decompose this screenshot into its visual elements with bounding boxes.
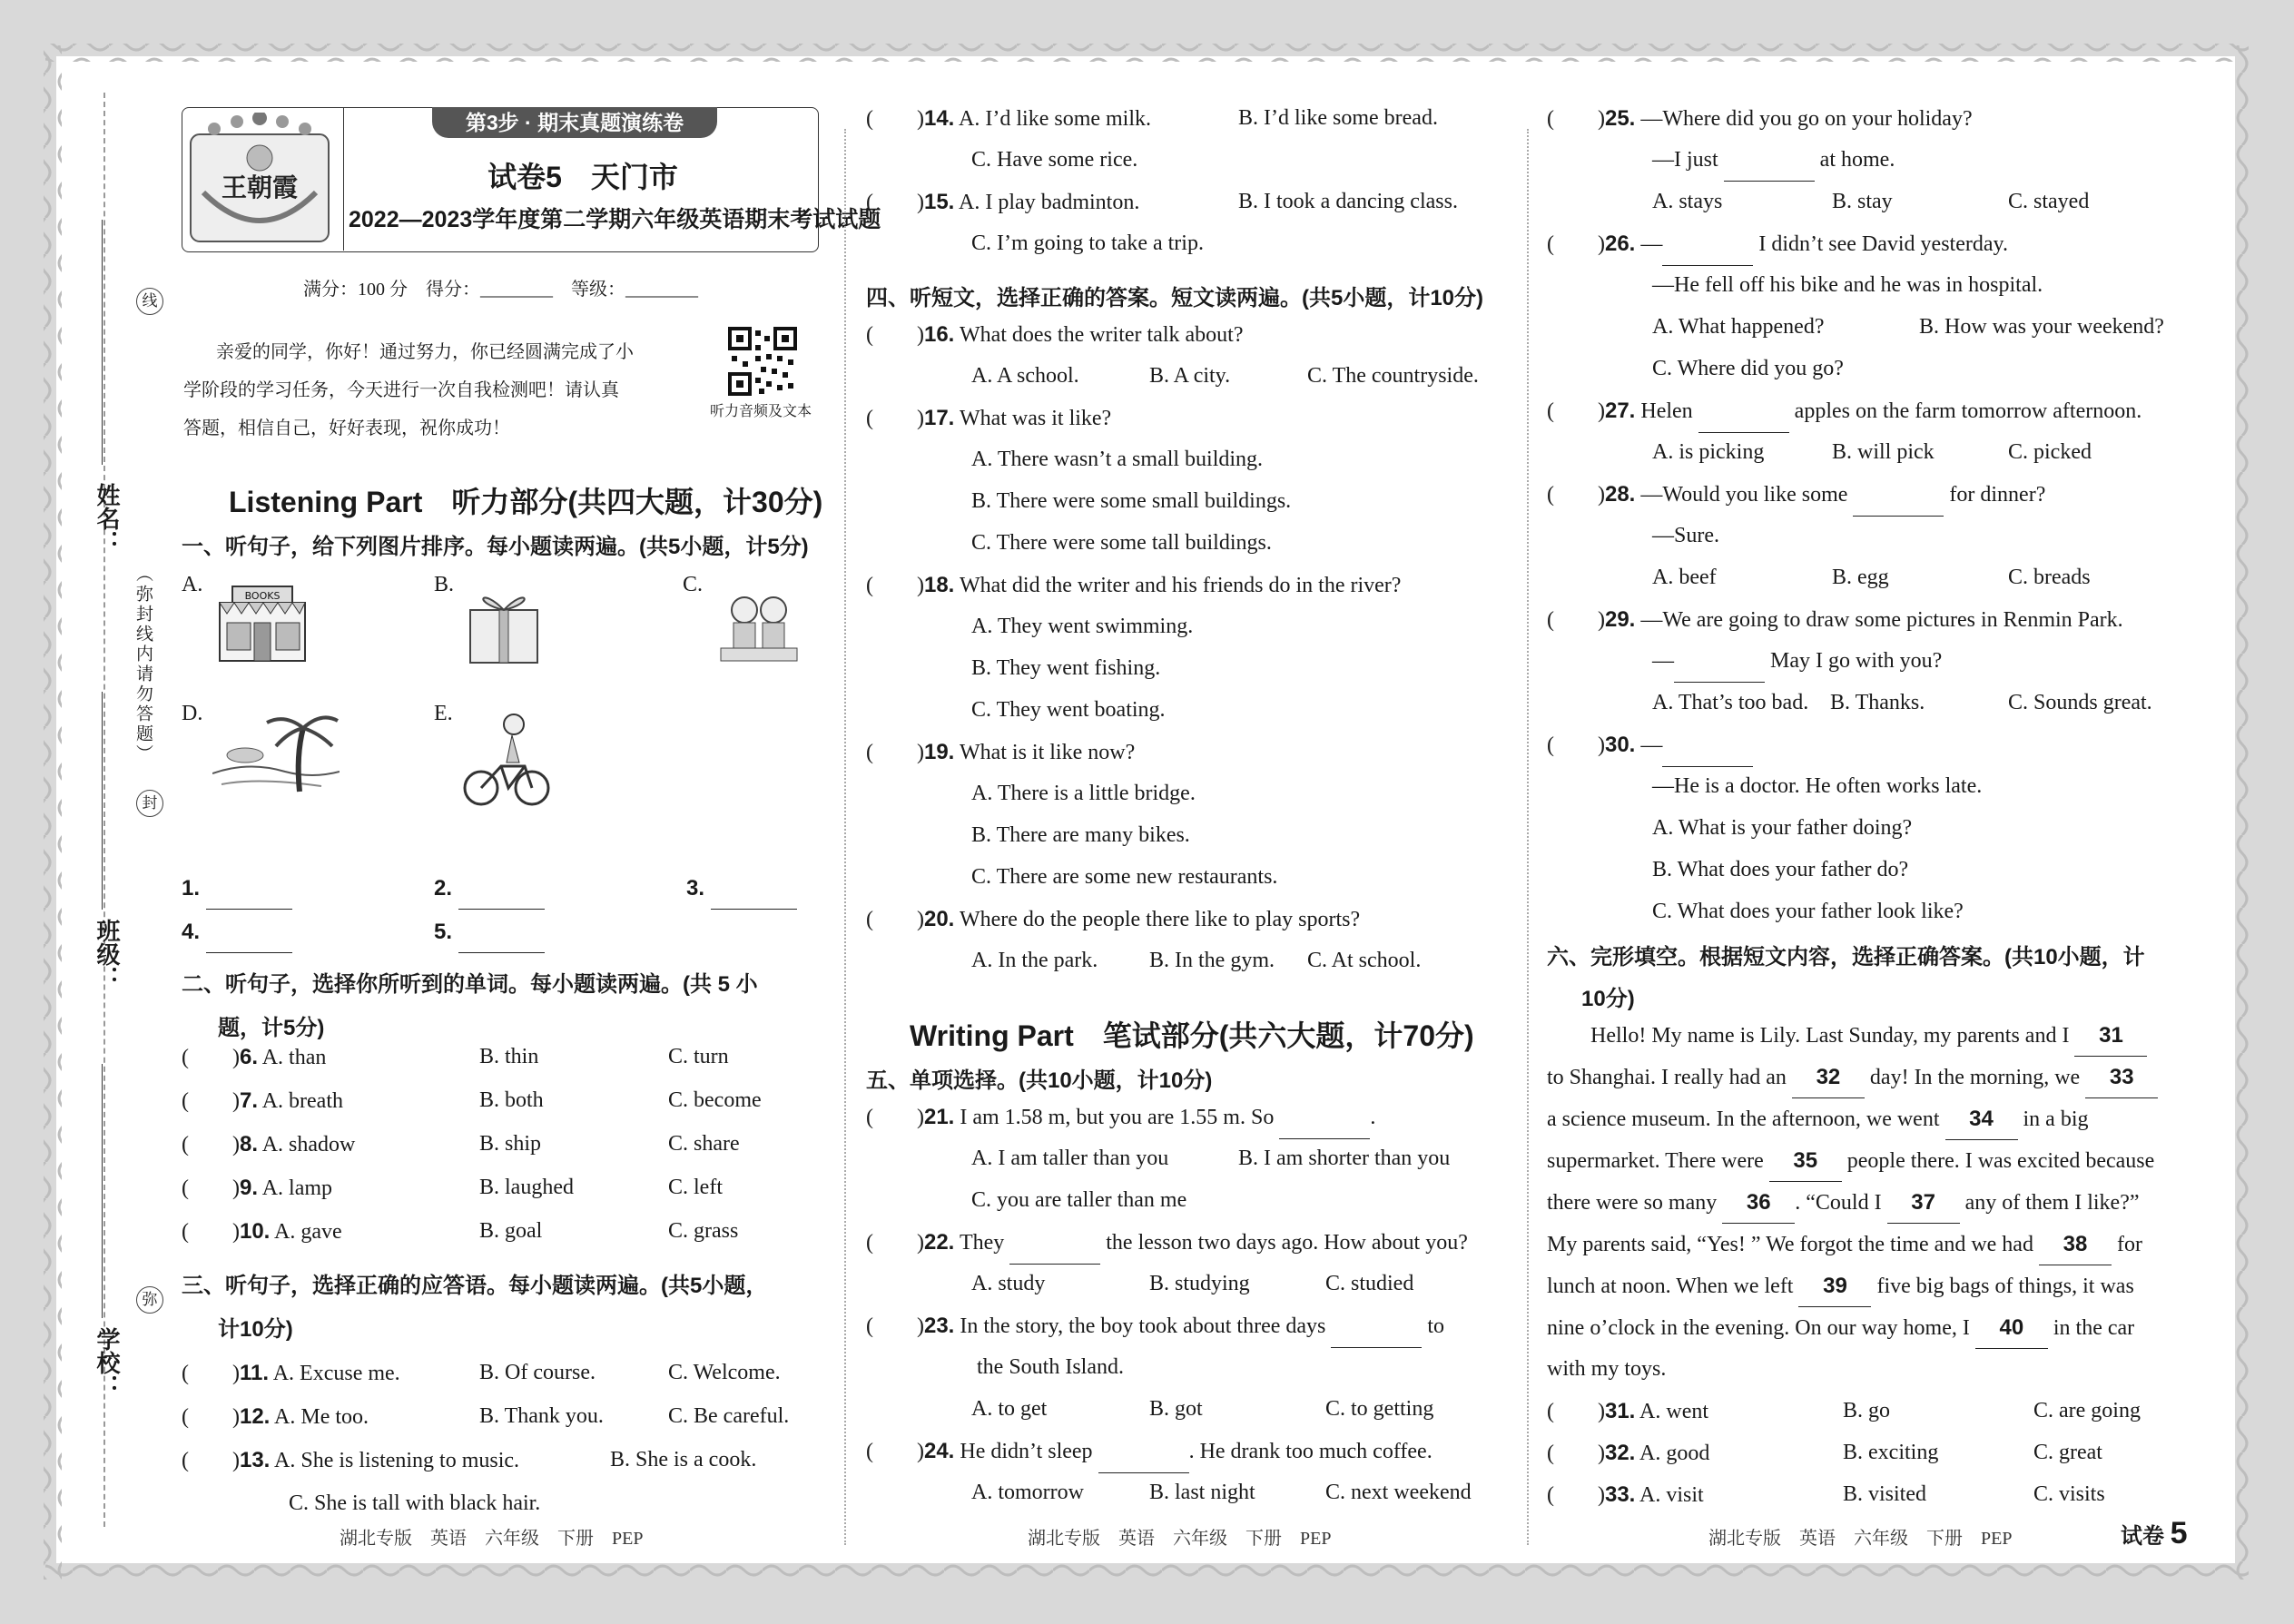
q27-bracket[interactable]: ( ) — [1547, 399, 1605, 423]
q19-q: What is it like now? — [959, 741, 1136, 764]
step-banner: 第3步 · 期末真题演练卷 — [432, 107, 717, 138]
q7-num: 7. — [239, 1088, 258, 1113]
q20-q: Where do the people there like to play sports? — [959, 908, 1361, 931]
q24-bracket[interactable]: ( ) — [866, 1440, 924, 1463]
q18-num: 18. — [923, 573, 955, 597]
q8-num: 8. — [239, 1132, 258, 1156]
writing-title: Writing Part 笔试部分(共六大题，计70分) — [910, 1019, 1474, 1052]
q28-a: A. beef — [1652, 566, 1717, 589]
q17-num: 17. — [923, 406, 955, 430]
q30-c: C. What does your father look like? — [1652, 900, 1964, 923]
q16-a: A. A school. — [971, 364, 1079, 388]
pic-c-letter: C. — [683, 573, 704, 596]
q24-c: C. next weekend — [1325, 1481, 1472, 1504]
q27-post: apples on the farm tomorrow afternoon. — [1794, 399, 2142, 423]
blank-33[interactable]: 33 — [2085, 1057, 2158, 1098]
q25-b: B. stay — [1832, 190, 1893, 213]
q23-line2: the South Island. — [977, 1355, 1124, 1379]
q29-c: C. Sounds great. — [2008, 691, 2152, 714]
q15-num: 15. — [923, 190, 955, 214]
q28-pre: —Would you like some — [1640, 483, 1848, 507]
q18-b: B. They went fishing. — [971, 656, 1161, 680]
q9-bracket[interactable]: ( ) — [182, 1176, 240, 1200]
exam-sheet — [56, 56, 2235, 1563]
q16-bracket[interactable]: ( ) — [866, 323, 924, 347]
girl-bike-icon — [461, 712, 552, 810]
q19-row — [866, 732, 1135, 773]
q22-blank[interactable] — [1009, 1223, 1100, 1265]
q7-c: C. become — [668, 1088, 762, 1112]
q14-bracket[interactable]: ( ) — [866, 107, 924, 131]
answer-1-num: 1. — [182, 876, 201, 901]
q13-c: C. She is tall with black hair. — [289, 1491, 541, 1515]
q30-pre: — — [1640, 733, 1663, 757]
q19-a: A. There is a little bridge. — [971, 782, 1196, 805]
blank-31[interactable]: 31 — [2074, 1015, 2147, 1057]
q31-b: B. go — [1843, 1399, 1891, 1422]
greeting-line-3: 答题，相信自己，好好表现，祝你成功！ — [183, 418, 510, 438]
q24-num: 24. — [923, 1439, 955, 1463]
q26-c: C. Where did you go? — [1652, 357, 1844, 380]
q25-post: at home. — [1819, 148, 1895, 172]
q21-b: B. I am shorter than you — [1238, 1147, 1451, 1170]
q27-c: C. picked — [2008, 440, 2092, 464]
q8-c: C. share — [668, 1132, 740, 1156]
section2-title-1: 二、听句子，选择你所听到的单词。每小题读两遍。(共 5 小 — [182, 972, 758, 997]
q17-bracket[interactable]: ( ) — [866, 407, 924, 430]
q28-b: B. egg — [1832, 566, 1889, 589]
q18-q: What did the writer and his friends do in the river? — [959, 574, 1402, 597]
q14-num: 14. — [923, 106, 955, 131]
q29-num: 29. — [1604, 607, 1636, 632]
passage-line-7: lunch at noon. When we left 39 five big bags of things, it was — [1547, 1265, 2134, 1307]
q19-b: B. There are many bikes. — [971, 823, 1190, 847]
q15-a: A. I play badminton. — [959, 191, 1140, 214]
q23-blank[interactable] — [1331, 1306, 1422, 1348]
q11-row — [182, 1353, 400, 1394]
column-divider-2 — [1527, 129, 1529, 1545]
q10-a: A. gave — [274, 1220, 342, 1244]
greeting-line-1: 亲爱的同学，你好！通过努力，你已经圆满完成了小 — [216, 342, 634, 362]
q28-row — [1547, 474, 2045, 517]
passage-line-6: My parents said, “Yes! ” We forgot the time and we had 38 for — [1547, 1224, 2142, 1265]
q33-row — [1547, 1474, 1704, 1516]
q28-post: for dinner? — [1949, 483, 2046, 507]
q32-row — [1547, 1432, 1709, 1474]
q24-row — [866, 1431, 1433, 1473]
passage-line-4: supermarket. There were 35 people there. I was excited because — [1547, 1140, 2154, 1182]
q23-pre: In the story, the boy took about three days — [960, 1314, 1326, 1338]
q27-b: B. will pick — [1832, 440, 1935, 464]
answer-4-blank[interactable] — [206, 911, 292, 953]
greeting-line-2: 学阶段的学习任务，今天进行一次自我检测吧！请认真 — [183, 380, 619, 400]
q28-line2: —Sure. — [1652, 524, 1719, 547]
q6-b: B. thin — [479, 1045, 539, 1068]
q19-num: 19. — [923, 740, 955, 764]
q17-q: What was it like? — [959, 407, 1112, 430]
q22-num: 22. — [923, 1230, 955, 1255]
pic-a-letter: A. — [182, 573, 203, 596]
q27-pre: Helen — [1640, 399, 1693, 423]
q30-b: B. What does your father do? — [1652, 858, 1909, 881]
q11-a: A. Excuse me. — [272, 1362, 400, 1385]
q16-num: 16. — [923, 322, 955, 347]
q10-bracket[interactable]: ( ) — [182, 1220, 240, 1244]
q6-bracket[interactable]: ( ) — [182, 1046, 240, 1069]
q19-c: C. There are some new restaurants. — [971, 865, 1278, 889]
q25-num: 25. — [1604, 106, 1636, 131]
q23-bracket[interactable]: ( ) — [866, 1314, 924, 1338]
class-label: 班级： — [94, 919, 121, 989]
q29-row — [1547, 599, 2123, 641]
q25-q: —Where did you go on your holiday? — [1640, 107, 1973, 131]
q29-a: A. That’s too bad. — [1652, 691, 1809, 714]
q32-b: B. exciting — [1843, 1441, 1939, 1464]
q28-bracket[interactable]: ( ) — [1547, 483, 1605, 507]
q27-num: 27. — [1604, 399, 1636, 423]
footer-mid: 湖北专版 英语 六年级 下册 PEP — [1028, 1529, 1332, 1549]
footer-left: 湖北专版 英语 六年级 下册 PEP — [340, 1529, 644, 1549]
blank-40[interactable]: 40 — [1975, 1307, 2048, 1349]
q21-blank[interactable] — [1279, 1097, 1370, 1139]
q8-a: A. shadow — [261, 1133, 356, 1156]
q12-row — [182, 1396, 369, 1438]
q19-bracket[interactable]: ( ) — [866, 741, 924, 764]
q26-pre: — — [1640, 232, 1663, 256]
q26-bracket[interactable]: ( ) — [1547, 232, 1605, 256]
q24-b: B. last night — [1149, 1481, 1255, 1504]
answer-5-num: 5. — [434, 920, 453, 944]
q6-row — [182, 1037, 326, 1078]
passage-line-9: with my toys. — [1547, 1357, 1667, 1381]
q32-a: A. good — [1639, 1442, 1710, 1465]
greeting — [183, 333, 634, 448]
q6-num: 6. — [239, 1045, 258, 1069]
answer-4 — [182, 911, 292, 953]
school-field-line[interactable] — [102, 1064, 103, 1318]
q23-post: to — [1427, 1314, 1445, 1338]
blank-34[interactable]: 34 — [1945, 1098, 2018, 1140]
answer-2-blank[interactable] — [458, 868, 545, 910]
seal-xian: 线 — [136, 288, 163, 315]
name-field-line[interactable] — [102, 220, 103, 465]
q7-b: B. both — [479, 1088, 544, 1112]
q29-line2 — [1652, 641, 1942, 683]
q22-a: A. study — [971, 1272, 1046, 1295]
blank-38[interactable]: 38 — [2039, 1224, 2112, 1265]
score-line: 满分：100 分 得分：________ 等级：________ — [303, 280, 698, 300]
q28-num: 28. — [1604, 482, 1636, 507]
section2-title-2: 题，计5分) — [218, 1016, 325, 1040]
q30-blank[interactable] — [1662, 725, 1753, 767]
q16-b: B. A city. — [1149, 364, 1231, 388]
q12-b: B. Thank you. — [479, 1404, 604, 1428]
q21-c: C. you are taller than me — [971, 1188, 1187, 1212]
q10-num: 10. — [239, 1219, 271, 1244]
pic-d-letter: D. — [182, 702, 203, 725]
answer-3-blank[interactable] — [711, 868, 797, 910]
q13-row — [182, 1440, 519, 1481]
q15-b: B. I took a dancing class. — [1238, 190, 1458, 213]
q28-c: C. breads — [2008, 566, 2091, 589]
q10-row — [182, 1211, 342, 1253]
q24-blank[interactable] — [1098, 1432, 1189, 1473]
q33-bracket[interactable]: ( ) — [1547, 1483, 1605, 1507]
q6-a: A. than — [261, 1046, 327, 1069]
q21-pre: I am 1.58 m, but you are 1.55 m. So — [960, 1106, 1275, 1129]
passage-line-5: there were so many 36 . “Could I 37 any of them I like?” — [1547, 1182, 2140, 1224]
pic-b-letter: B. — [434, 573, 455, 596]
q18-row — [866, 565, 1401, 606]
blank-35[interactable]: 35 — [1769, 1140, 1842, 1182]
beach-palm-icon — [212, 710, 340, 797]
logo-text: 王朝霞 — [221, 172, 299, 202]
q25-row — [1547, 98, 1973, 140]
section4-title: 四、听短文，选择正确的答案。短文读两遍。(共5小题，计10分) — [866, 286, 1484, 310]
q29-pre: — — [1652, 649, 1674, 673]
q32-bracket[interactable]: ( ) — [1547, 1442, 1605, 1465]
paper-subtitle: 2022—2023学年度第二学期六年级英语期末考试试题 — [349, 207, 881, 232]
q23-row — [866, 1305, 1444, 1348]
q20-row — [866, 899, 1360, 940]
q15-c: C. I’m going to take a trip. — [971, 231, 1204, 255]
qr-code-icon — [728, 327, 797, 396]
q24-pre: He didn’t sleep — [960, 1440, 1093, 1463]
q9-a: A. lamp — [261, 1176, 333, 1200]
section6-title-2: 10分) — [1581, 987, 1635, 1011]
q11-c: C. Welcome. — [668, 1361, 781, 1384]
q22-bracket[interactable]: ( ) — [866, 1231, 924, 1255]
q28-blank[interactable] — [1853, 475, 1944, 517]
q14-c: C. Have some rice. — [971, 148, 1138, 172]
q31-c: C. are going — [2033, 1399, 2141, 1422]
q23-b: B. got — [1149, 1397, 1203, 1421]
q24-a: A. tomorrow — [971, 1481, 1084, 1504]
seal-feng: 封 — [136, 790, 163, 817]
q14-a: A. I’d like some milk. — [959, 107, 1152, 131]
q25-bracket[interactable]: ( ) — [1547, 107, 1605, 131]
q8-row — [182, 1124, 355, 1166]
page-num: 5 — [2170, 1516, 2188, 1550]
q11-num: 11. — [239, 1361, 270, 1385]
q15-bracket[interactable]: ( ) — [866, 191, 924, 214]
section5-title: 五、单项选择。(共10小题，计10分) — [866, 1068, 1213, 1093]
section3-title-1: 三、听句子，选择正确的应答语。每小题读两遍。(共5小题， — [182, 1274, 768, 1298]
q22-row — [866, 1222, 1468, 1265]
q14-b: B. I’d like some bread. — [1238, 106, 1438, 130]
q31-bracket[interactable]: ( ) — [1547, 1400, 1605, 1423]
q10-b: B. goal — [479, 1219, 543, 1243]
q11-b: B. Of course. — [479, 1361, 596, 1384]
q30-line2: —He is a doctor. He often works late. — [1652, 774, 1983, 798]
school-label: 学校： — [94, 1327, 121, 1398]
q17-b: B. There were some small buildings. — [971, 489, 1292, 513]
q15-row — [866, 182, 1139, 223]
q17-row — [866, 398, 1111, 439]
blank-32[interactable]: 32 — [1792, 1057, 1865, 1098]
answer-3 — [686, 868, 797, 910]
q26-row — [1547, 223, 2008, 266]
q26-line2: —He fell off his bike and he was in hospital. — [1652, 273, 2043, 297]
q10-c: C. grass — [668, 1219, 739, 1243]
blank-36[interactable]: 36 — [1722, 1182, 1795, 1224]
binding-note: （弥封线内请勿答题） — [133, 565, 153, 764]
q16-c: C. The countryside. — [1307, 364, 1479, 388]
answer-2-num: 2. — [434, 876, 453, 901]
gift-icon — [463, 586, 545, 666]
q13-num: 13. — [239, 1448, 271, 1472]
q6-c: C. turn — [668, 1045, 729, 1068]
q9-num: 9. — [239, 1176, 258, 1200]
q29-post: May I go with you? — [1770, 649, 1943, 673]
answer-1-blank[interactable] — [206, 868, 292, 910]
listening-title: Listening Part 听力部分(共四大题，计30分) — [229, 486, 823, 518]
q18-c: C. They went boating. — [971, 698, 1166, 722]
q25-a: A. stays — [1652, 190, 1723, 213]
q18-bracket[interactable]: ( ) — [866, 574, 924, 597]
answer-3-num: 3. — [686, 876, 705, 901]
q20-bracket[interactable]: ( ) — [866, 908, 924, 931]
q12-c: C. Be careful. — [668, 1404, 790, 1428]
q31-a: A. went — [1639, 1400, 1709, 1423]
answer-5-blank[interactable] — [458, 911, 545, 953]
answer-5 — [434, 911, 545, 953]
q29-blank[interactable] — [1674, 641, 1765, 683]
footer-right: 湖北专版 英语 六年级 下册 PEP — [1708, 1529, 2013, 1549]
q25-line2 — [1652, 140, 1895, 182]
q29-bracket[interactable]: ( ) — [1547, 608, 1605, 632]
binding-line — [103, 93, 105, 1527]
q12-a: A. Me too. — [274, 1405, 369, 1429]
q32-c: C. great — [2033, 1441, 2102, 1464]
q16-q: What does the writer talk about? — [959, 323, 1244, 347]
q9-c: C. left — [668, 1176, 723, 1199]
q22-b: B. studying — [1149, 1272, 1250, 1295]
bookstore-icon — [212, 583, 312, 664]
bookstore-sign: BOOKS — [244, 590, 281, 602]
q22-post: the lesson two days ago. How about you? — [1106, 1231, 1468, 1255]
section3-title-2: 计10分) — [218, 1317, 293, 1342]
q13-a: A. She is listening to music. — [274, 1449, 520, 1472]
q29-b: B. Thanks. — [1830, 691, 1925, 714]
q7-row — [182, 1080, 343, 1122]
q8-b: B. ship — [479, 1132, 542, 1156]
q7-a: A. breath — [261, 1089, 343, 1113]
q21-bracket[interactable]: ( ) — [866, 1106, 924, 1129]
q22-c: C. studied — [1325, 1272, 1414, 1295]
q17-a: A. There wasn’t a small building. — [971, 448, 1264, 471]
q20-num: 20. — [923, 907, 955, 931]
q27-row — [1547, 390, 2141, 433]
q30-num: 30. — [1604, 733, 1636, 757]
q29-q: —We are going to draw some pictures in Renmin Park. — [1640, 608, 2123, 632]
q26-post: I didn’t see David yesterday. — [1758, 232, 2008, 256]
seal-mi: 弥 — [136, 1286, 163, 1314]
q22-pre: They — [959, 1231, 1005, 1255]
q23-num: 23. — [923, 1314, 955, 1338]
q7-bracket[interactable]: ( ) — [182, 1089, 240, 1113]
q30-a: A. What is your father doing? — [1652, 816, 1913, 840]
q9-b: B. laughed — [479, 1176, 574, 1199]
q20-a: A. In the park. — [971, 949, 1098, 972]
paper-title: 试卷5 天门市 — [487, 161, 678, 193]
logo — [187, 113, 332, 245]
q21-num: 21. — [923, 1105, 955, 1129]
q20-c: C. At school. — [1307, 949, 1422, 972]
q26-num: 26. — [1604, 231, 1636, 256]
q27-blank[interactable] — [1698, 391, 1789, 433]
q8-bracket[interactable]: ( ) — [182, 1133, 240, 1156]
q16-row — [866, 314, 1244, 356]
section1-title: 一、听句子，给下列图片排序。每小题读两遍。(共5小题，计5分) — [182, 535, 809, 559]
q26-blank[interactable] — [1662, 224, 1753, 266]
q21-post: . — [1370, 1106, 1376, 1129]
q31-row — [1547, 1391, 1708, 1432]
kids-drawing-icon — [714, 583, 804, 666]
class-field-line[interactable] — [102, 692, 103, 910]
answer-4-num: 4. — [182, 920, 201, 944]
q27-a: A. is picking — [1652, 440, 1765, 464]
q33-c: C. visits — [2033, 1482, 2105, 1506]
q13-b: B. She is a cook. — [610, 1448, 757, 1471]
passage-line-1: Hello! My name is Lily. Last Sunday, my parents and I 31 — [1590, 1015, 2147, 1057]
q14-row — [866, 98, 1151, 140]
q9-row — [182, 1167, 332, 1209]
q21-row — [866, 1097, 1375, 1139]
q33-num: 33. — [1604, 1482, 1636, 1507]
name-label: 姓名： — [94, 483, 121, 554]
q33-a: A. visit — [1639, 1483, 1704, 1507]
q26-a: A. What happened? — [1652, 315, 1825, 339]
q24-post: . He drank too much coffee. — [1188, 1440, 1433, 1463]
q33-b: B. visited — [1843, 1482, 1927, 1506]
passage-line-3: a science museum. In the afternoon, we went 34 in a big — [1547, 1098, 2089, 1140]
passage-line-2: to Shanghai. I really had an 32 day! In the morning, we 33 — [1547, 1057, 2158, 1098]
answer-1 — [182, 868, 292, 910]
q12-num: 12. — [239, 1404, 271, 1429]
q25-c: C. stayed — [2008, 190, 2090, 213]
answer-2 — [434, 868, 545, 910]
q23-c: C. to getting — [1325, 1397, 1434, 1421]
q25-pre: —I just — [1652, 148, 1718, 172]
q30-bracket[interactable]: ( ) — [1547, 733, 1605, 757]
q17-c: C. There were some tall buildings. — [971, 531, 1272, 555]
q11-bracket[interactable]: ( ) — [182, 1362, 240, 1385]
q13-bracket[interactable]: ( ) — [182, 1449, 240, 1472]
page-label: 试卷 — [2121, 1524, 2164, 1549]
q20-b: B. In the gym. — [1149, 949, 1275, 972]
section6-title-1: 六、完形填空。根据短文内容，选择正确答案。(共10小题，计 — [1547, 945, 2145, 969]
q12-bracket[interactable]: ( ) — [182, 1405, 240, 1429]
pic-e-letter: E. — [434, 702, 453, 725]
passage-line-8: nine o’clock in the evening. On our way home, I 40 in the car — [1547, 1307, 2134, 1349]
blank-39[interactable]: 39 — [1798, 1265, 1871, 1307]
q25-blank[interactable] — [1724, 140, 1815, 182]
qr-label: 听力音频及文本 — [710, 404, 812, 419]
q26-b: B. How was your weekend? — [1919, 315, 2164, 339]
q23-a: A. to get — [971, 1397, 1048, 1421]
column-divider-1 — [844, 129, 846, 1545]
q32-num: 32. — [1604, 1441, 1636, 1465]
page-number — [2121, 1516, 2188, 1551]
q30-row — [1547, 724, 1753, 767]
blank-37[interactable]: 37 — [1887, 1182, 1960, 1224]
q18-a: A. They went swimming. — [971, 615, 1194, 638]
q31-num: 31. — [1604, 1399, 1636, 1423]
q21-a: A. I am taller than you — [971, 1147, 1169, 1170]
